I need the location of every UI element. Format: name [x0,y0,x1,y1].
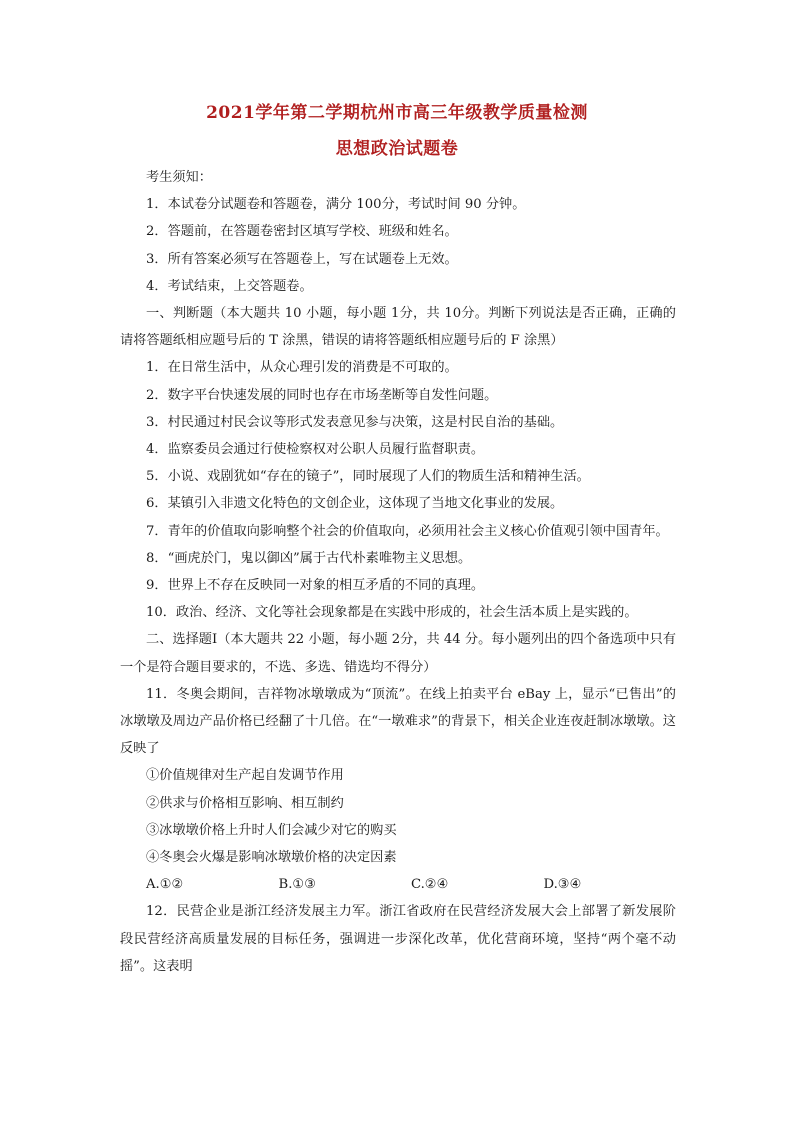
choice-c: C.②④ [411,877,449,893]
notice-item: 4．考试结束，上交答题卷。 [146,278,313,294]
judgment-item: 7．青年的价值取向影响整个社会的价值取向，必须用社会主义核心价值观引领中国青年。 [146,523,669,539]
choice-d: D.③④ [543,877,582,893]
judgment-item: 6．某镇引入非遗文化特色的文创企业，这体现了当地文化事业的发展。 [146,496,564,512]
judgment-item: 8．“画虎於门，鬼以御凶”属于古代朴素唯物主义思想。 [146,550,472,566]
notice-item: 1．本试卷分试题卷和答题卷，满分 100分，考试时间 90 分钟。 [146,197,526,213]
question-11-stem: 11．冬奥会期间，吉祥物冰墩墩成为“顶流”。在线上拍卖平台 eBay 上，显示“已售出”的冰墩墩及周边产品价格已经翻了十几倍。在“一墩难求”的背景下，相关企业连夜赶制冰墩墩。这反映了 [120,686,676,757]
section1-heading: 一、判断题（本大题共 10 小题，每小题 1分，共 10分。判断下列说法是否正确，正确的请将答题纸相应题号后的 T 涂黑，错误的请将答题纸相应题号后的 F 涂黑） [120,306,676,349]
question-11-option: ③冰墩墩价格上升时人们会减少对它的购买 [146,822,397,838]
question-11-option: ②供求与价格相互影响、相互制约 [146,795,344,811]
question-12-stem: 12．民营企业是浙江经济发展主力军。浙江省政府在民营经济发展大会上部署了新发展阶段民营经济高质量发展的目标任务，强调进一步深化改革，优化营商环境，坚持“两个毫不动摇”。这表明 [120,904,676,974]
question-11-option: ①价值规律对生产起自发调节作用 [146,768,344,784]
judgment-item: 10．政治、经济、文化等社会现象都是在实践中形成的，社会生活本质上是实践的。 [146,605,638,621]
judgment-item: 9．世界上不存在反映同一对象的相互矛盾的不同的真理。 [146,578,485,594]
notice-item: 2．答题前，在答题卷密封区填写学校、班级和姓名。 [146,224,458,240]
notice-item: 3．所有答案必须写在答题卷上，写在试题卷上无效。 [146,251,458,267]
judgment-item: 2．数字平台快速发展的同时也存在市场垄断等自发性问题。 [146,387,498,403]
judgment-item: 3．村民通过村民会议等形式发表意见参与决策，这是村民自治的基础。 [146,414,564,430]
judgment-item: 4．监察委员会通过行使检察权对公职人员履行监督职责。 [146,442,485,458]
judgment-item: 1．在日常生活中，从众心理引发的消费是不可取的。 [146,360,458,376]
question-11-option: ④冬奥会火爆是影响冰墩墩价格的决定因素 [146,850,397,866]
question-11-choices [120,871,676,898]
exam-subtitle: 思想政治试题卷 [335,139,459,159]
section2-heading: 二、选择题Ⅰ（本大题共 22 小题，每小题 2分，共 44 分。每小题列出的四个备选项中只有一个是符合题目要求的，不选、多选、错选均不得分） [120,632,676,675]
choice-a: A.①② [146,877,184,893]
exam-content [120,164,676,980]
notice-heading: 考生须知： [146,170,212,185]
exam-title: 2021学年第二学期杭州市高三年级教学质量检测 [206,103,588,123]
choice-b: B.①③ [278,877,317,893]
judgment-item: 5．小说、戏剧犹如“存在的镜子”，同时展现了人们的物质生活和精神生活。 [146,469,590,485]
